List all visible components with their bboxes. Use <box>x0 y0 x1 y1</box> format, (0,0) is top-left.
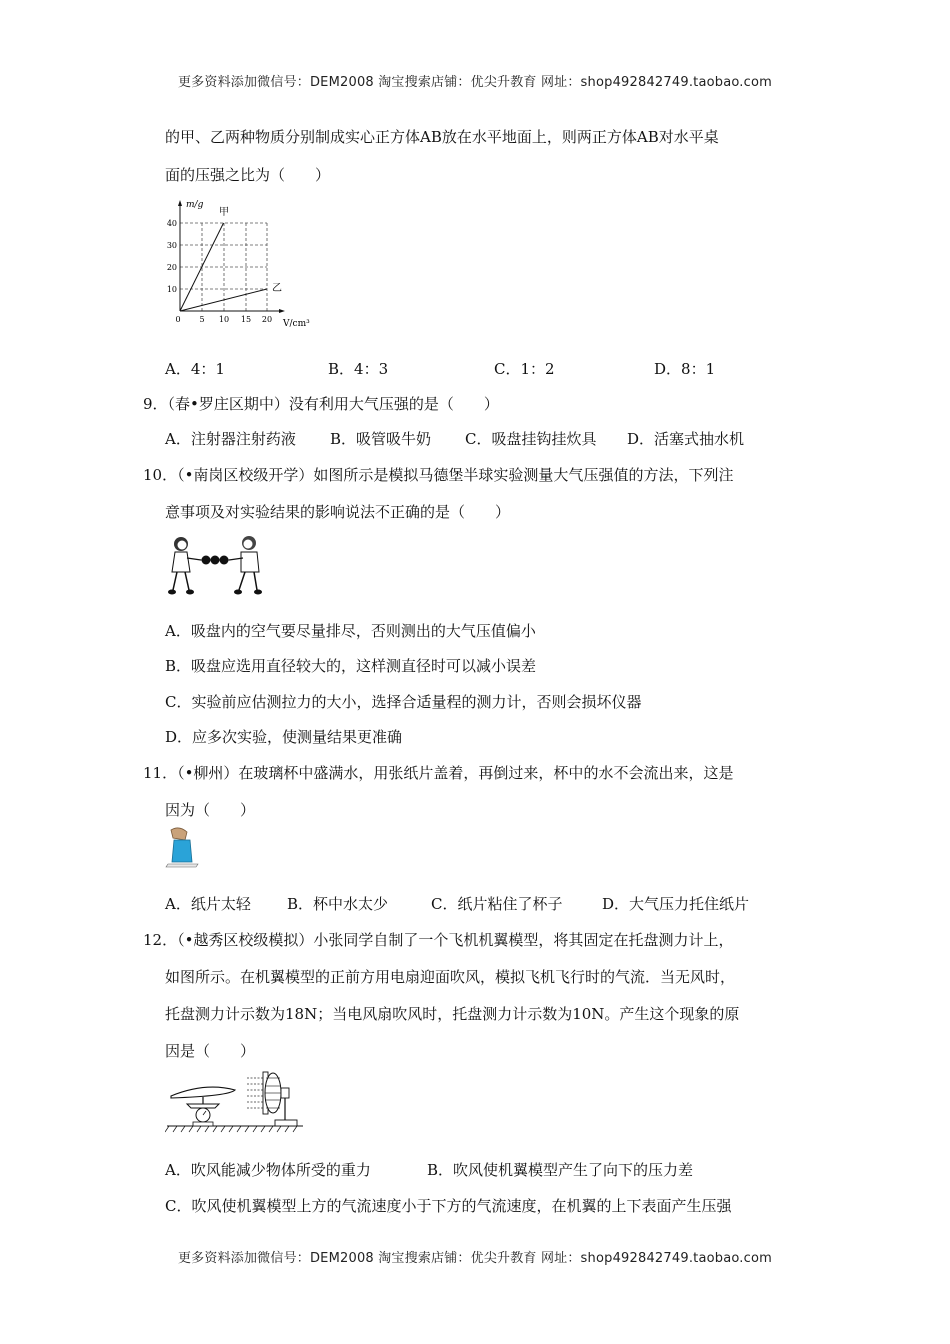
q12-line4: 因是（ ） <box>165 1042 256 1060</box>
q11-option-a: A．纸片太轻 <box>165 895 251 913</box>
inverted-cup-figure <box>165 826 201 870</box>
q10-option-b: B．吸盘应选用直径较大的，这样测直径时可以减小误差 <box>165 657 537 675</box>
magdeburg-kids-figure <box>165 530 265 600</box>
q10-line2: 意事项及对实验结果的影响说法不正确的是（ ） <box>165 503 511 521</box>
series-yi-line <box>180 289 267 311</box>
q8-option-b: B．4：3 <box>328 360 389 378</box>
q12-line3: 托盘测力计示数为18N；当电风扇吹风时，托盘测力计示数为10N。产生这个现象的原 <box>165 1005 740 1023</box>
q8-line2: 面的压强之比为（ ） <box>165 166 331 184</box>
q11-line2: 因为（ ） <box>165 801 256 819</box>
q11-option-c: C．纸片粘住了杯子 <box>431 895 563 913</box>
q11-option-d: D．大气压力托住纸片 <box>602 895 750 913</box>
x-tick-10: 10 <box>218 315 230 324</box>
page-footer: 更多资料添加微信号：DEM2008 淘宝搜索店铺：优尖升教育 网址：shop492842749.taobao.com <box>177 1251 773 1266</box>
q9-option-c: C．吸盘挂钩挂炊具 <box>465 430 597 448</box>
q10-line1: 10．（•南岗区校级开学）如图所示是模拟马德堡半球实验测量大气压强值的方法，下列注 <box>143 466 734 484</box>
q10-option-a: A．吸盘内的空气要尽量排尽，否则测出的大气压值偏小 <box>165 622 536 640</box>
q8-option-d: D．8：1 <box>654 360 716 378</box>
series-yi-label: 乙 <box>272 283 282 294</box>
q9-stem: 9．（春•罗庄区期中）没有利用大气压强的是（ ） <box>143 395 499 413</box>
y-tick-10: 10 <box>166 285 177 294</box>
q11-option-b: B．杯中水太少 <box>287 895 389 913</box>
y-tick-30: 30 <box>166 241 177 250</box>
x-tick-0: 0 <box>175 315 181 324</box>
x-tick-5: 5 <box>199 315 205 324</box>
q12-line2: 如图所示。在机翼模型的正前方用电扇迎面吹风，模拟飞机飞行时的气流．当无风时， <box>165 968 736 986</box>
x-tick-20: 20 <box>261 315 273 324</box>
x-tick-15: 15 <box>240 315 252 324</box>
q9-option-d: D．活塞式抽水机 <box>627 430 745 448</box>
q10-option-c: C．实验前应估测拉力的大小，选择合适量程的测力计，否则会损坏仪器 <box>165 693 642 711</box>
y-tick-40: 40 <box>166 219 177 228</box>
y-tick-20: 20 <box>166 263 177 272</box>
q8-option-a: A．4：1 <box>165 360 225 378</box>
series-jia-label: 甲 <box>219 207 229 218</box>
wing-fan-figure <box>165 1068 305 1134</box>
q9-option-b: B．吸管吸牛奶 <box>330 430 432 448</box>
y-axis-label: m/g <box>186 200 204 210</box>
q8-option-c: C．1：2 <box>494 360 555 378</box>
x-axis-label: V/cm³ <box>283 319 310 329</box>
q8-line1: 的甲、乙两种物质分别制成实心正方体AB放在水平地面上，则两正方体AB对水平桌 <box>165 128 719 146</box>
q9-option-a: A．注射器注射药液 <box>165 430 296 448</box>
mass-volume-graph <box>160 195 320 335</box>
q10-option-d: D．应多次实验，使测量结果更准确 <box>165 728 403 746</box>
q12-option-a: A．吹风能减少物体所受的重力 <box>165 1161 371 1179</box>
q12-line1: 12．（•越秀区校级模拟）小张同学自制了一个飞机机翼模型，将其固定在托盘测力计上， <box>143 931 734 949</box>
q12-option-c: C．吹风使机翼模型上方的气流速度小于下方的气流速度，在机翼的上下表面产生压强 <box>165 1197 732 1215</box>
q12-option-b: B．吹风使机翼模型产生了向下的压力差 <box>427 1161 694 1179</box>
q11-line1: 11．（•柳州）在玻璃杯中盛满水，用张纸片盖着，再倒过来，杯中的水不会流出来，这是 <box>143 764 734 782</box>
page-header: 更多资料添加微信号：DEM2008 淘宝搜索店铺：优尖升教育 网址：shop492842749.taobao.com <box>177 75 773 90</box>
